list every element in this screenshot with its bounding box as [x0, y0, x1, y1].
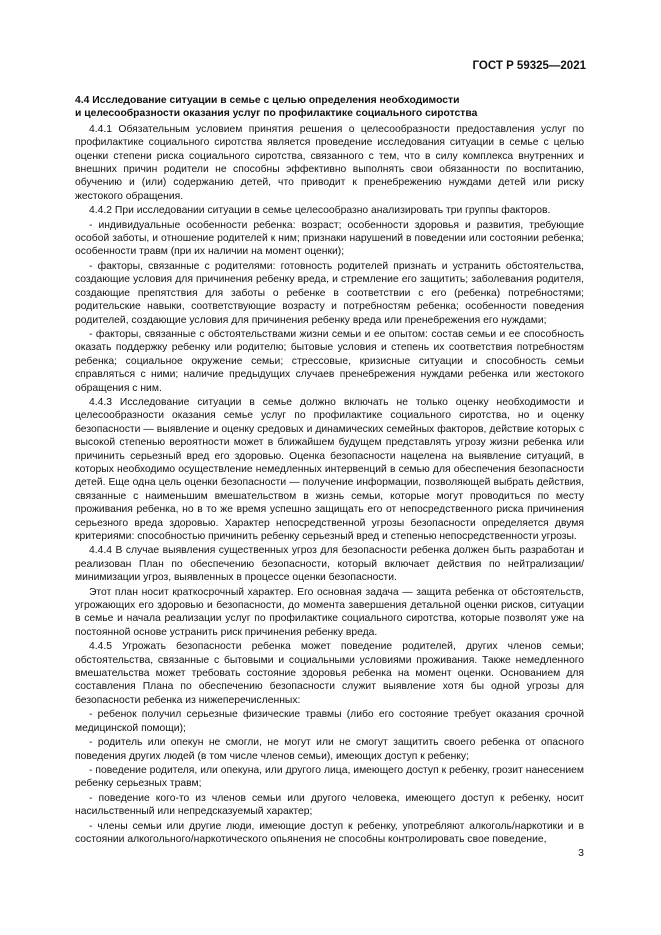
section-heading-line: 4.4 Исследование ситуации в семье с целью определения необходимости	[75, 95, 460, 106]
page-content	[75, 94, 584, 847]
list-item: - факторы, связанные с обстоятельствами жизни семьи и ее опытом: состав семьи и ее способность оказать поддержку ребенку или родителю; бытовые условия и степень их соответствия потребностям ребенка; социальное окружение семьи; стрессовые, кризисные ситуации и способность семьи справляться с ними; наличие предыдущих случаев пренебрежения нуждами ребенка или жестокого обращения с ним.	[75, 328, 584, 394]
paragraph: 4.4.5 Угрожать безопасности ребенка может поведение родителей, других членов семьи; обстоятельства, связанные с бытовыми и социальными условиями проживания. Также немедленного вмешательства может требовать состояние здоровья ребенка на момент оценки. Основанием для составления Плана по обеспечению безопасности служит выявление хотя бы одной угрозы для безопасности ребенка из нижеперечисленных:	[75, 641, 584, 706]
section-heading	[75, 94, 584, 121]
standard-number: ГОСТ Р 59325—2021	[472, 60, 586, 72]
list-item: - факторы, связанные с родителями: готовность родителей признать и устранить обстоятельства, создающие условия для причинения ребенку вреда, и стремление его защитить; заболевания родителя, создающие препятствия для заботы о ребенке в соответствии с его (ребенка) потребностями; родительские навыки, соответствующие возрасту и потребностям ребенка; особенности поведения родителей, создающие условия для причинения ребенку вреда или пренебрежения его нуждами;	[75, 260, 584, 326]
paragraph: 4.4.4 В случае выявления существенных угроз для безопасности ребенка должен быть разработан и реализован План по обеспечению безопасности, который включает действия по нейтрализации/минимизации угроз, выявленных в процессе оценки безопасности.	[75, 545, 584, 584]
list-item: - поведение родителя, или опекуна, или другого лица, имеющего доступ к ребенку, грозит нанесением ребенку серьезных травм;	[75, 764, 584, 790]
list-item: - родитель или опекун не смогли, не могут или не смогут защитить своего ребенка от опасного поведения других людей (в том числе членов семьи), имеющих доступ к ребенку;	[75, 737, 584, 762]
paragraph: 4.4.1 Обязательным условием принятия решения о целесообразности предоставления услуг по профилактике социального сиротства является проведение исследования ситуации в семье с целью оценки степени риска социального сиротства, связанного с тем, что в силу комплекса внутренних и внешних причин родители не способны эффективно выполнять свои обязанности по воспитанию, обучению и (или) содержанию детей, что приводит к пренебрежению нуждами детей или риску жестокого обращения.	[75, 123, 584, 202]
list-item: - индивидуальные особенности ребенка: возраст; особенности здоровья и развития, требующие особой заботы, и отношение родителей к ним; признаки нарушений в поведении или состоянии ребенка; особенности травм (при их наличии на момент оценки);	[75, 219, 584, 258]
section-heading-line: и целесообразности оказания услуг по профилактике социального сиротства	[75, 108, 478, 120]
page-number: 3	[578, 847, 584, 859]
paragraph: 4.4.3 Исследование ситуации в семье должно включать не только оценку необходимости и целесообразности оказания семье услуг по профилактике социального сиротства, но и оценку безопасности — выявление и оценку средовых и динамических семейных факторов, действие которых с высокой степенью вероятности может в ближайшем будущем представлять угрозу жизни ребенка или причинить серьезный вред его здоровью. Оценка безопасности нацелена на выявление ситуаций, в которых необходимо осуществление немедленных интервенций в семью для обеспечения безопасности детей. Еще одна цель оценки безопасности — получение информации, позволяющей выбрать действия, связанные с наименьшим вмешательством в жизнь семьи, которые могут проводиться по месту проживания ребенка, но в то же время успешно защищать его от непосредственного риска причинения серьезного вреда здоровью. Характер непосредственной угрозы безопасности определяется двумя критериями: способностью причинить ребенку серьезный вред и степенью непосредственности угрозы.	[75, 396, 584, 542]
list-item: - члены семьи или другие люди, имеющие доступ к ребенку, употребляют алкоголь/наркотики и в состоянии алкогольного/наркотического опьянения не способны контролировать свое поведение,	[75, 820, 584, 845]
list-item: - ребенок получил серьезные физические травмы (либо его состояние требует оказания срочной медицинской помощи);	[75, 709, 584, 734]
paragraph: 4.4.2 При исследовании ситуации в семье целесообразно анализировать три группы факторов.	[89, 205, 551, 217]
paragraph: Этот план носит краткосрочный характер. Его основная задача — защита ребенка от обстоятельств, угрожающих его здоровью и безопасности, до момента завершения детальной оценки рисков, ситуации в семье и начала реализации услуг по профилактике социального сиротства, которые позволят уже на постоянной основе устранить риск причинения ребенку вреда.	[75, 586, 584, 638]
list-item: - поведение кого-то из членов семьи или другого человека, имеющего доступ к ребенку, носит насильственный или непредсказуемый характер;	[75, 792, 584, 818]
